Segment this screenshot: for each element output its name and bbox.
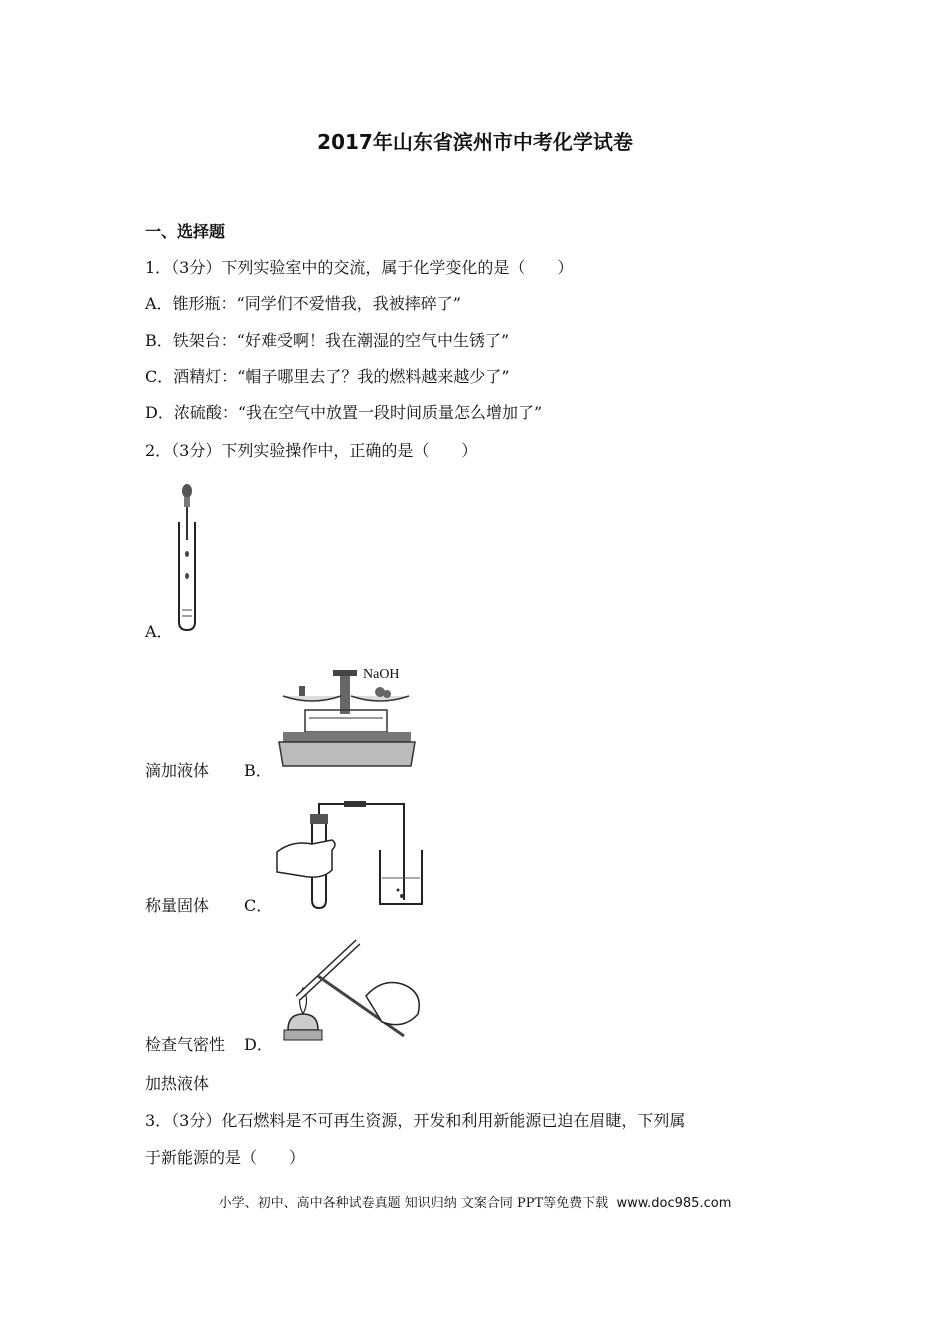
q1-option-a: A．锥形瓶：“同学们不爱惜我，我被摔碎了” xyxy=(145,294,461,313)
page-title: 2017年山东省滨州市中考化学试卷 xyxy=(317,130,633,154)
footer-url[interactable]: www.doc985.com xyxy=(616,1196,732,1211)
footer xyxy=(0,1192,950,1211)
q2-option-a-label: A． xyxy=(145,622,173,641)
q3-stem-line2: 于新能源的是（ ） xyxy=(145,1148,306,1167)
q2-option-c-label: C． xyxy=(244,896,273,915)
section-heading: 一、选择题 xyxy=(145,222,226,241)
q3-stem-line1: 3．（3分）化石燃料是不可再生资源，开发和利用新能源已迫在眉睫，下列属 xyxy=(145,1111,686,1130)
balance-scale-figure xyxy=(275,660,420,775)
q2-option-b-caption: 称量固体 xyxy=(145,896,210,915)
q2-option-b-label: B． xyxy=(244,761,272,780)
q1-option-c: C．酒精灯：“帽子哪里去了？我的燃料越来越少了” xyxy=(145,367,510,386)
q2-option-c-caption: 检查气密性 xyxy=(145,1035,226,1054)
q1-option-d: D．浓硫酸：“我在空气中放置一段时间质量怎么增加了” xyxy=(145,403,543,422)
q1-stem: 1．（3分）下列实验室中的交流，属于化学变化的是（ ） xyxy=(145,258,574,277)
heating-liquid-figure xyxy=(278,938,428,1050)
q2-stem: 2．（3分）下列实验操作中，正确的是（ ） xyxy=(145,441,478,460)
dropper-test-tube-figure xyxy=(170,482,210,634)
naoh-label: NaOH xyxy=(363,667,400,682)
q1-option-b: B．铁架台：“好难受啊！我在潮湿的空气中生锈了” xyxy=(145,331,510,350)
q2-option-d-label: D． xyxy=(244,1035,273,1054)
footer-text: 小学、初中、高中各种试卷真题 知识归纳 文案合同 PPT等免费下载 xyxy=(218,1196,609,1211)
q2-option-a-caption: 滴加液体 xyxy=(145,761,210,780)
q2-option-d-caption: 加热液体 xyxy=(145,1074,210,1093)
airtightness-check-figure xyxy=(272,800,427,910)
